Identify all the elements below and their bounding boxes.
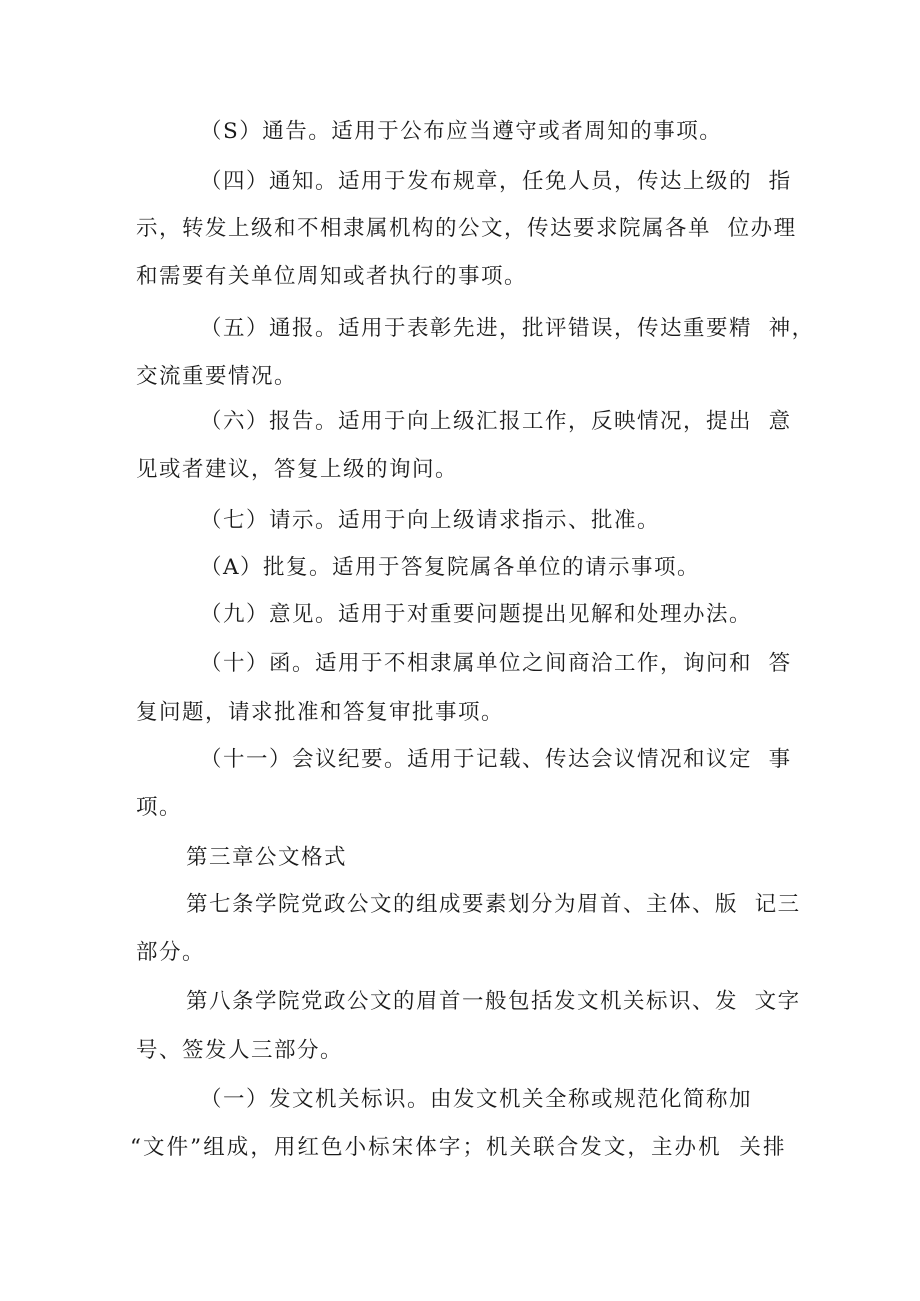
line-10: （A）批复。适用于答复院属各单位的请示事项。: [200, 555, 701, 580]
line-12: （十）函。适用于不相隶属单位之间商洽工作，询问和 答: [200, 651, 792, 676]
chapter-heading: 第三章公文格式: [186, 845, 348, 870]
line-8: 见或者建议，答复上级的询问。: [136, 457, 459, 482]
line-1: （S）通告。适用于公布应当遵守或者周知的事项。: [200, 119, 723, 144]
line-17: 第七条学院党政公文的组成要素划分为眉首、主体、版 记三: [186, 892, 801, 917]
line-22: “文件”组成，用红色小标宋体字；机关联合发文，主办机 关排: [130, 1135, 786, 1160]
line-6: 交流重要情况。: [136, 364, 298, 389]
line-18: 部分。: [136, 940, 206, 965]
line-14: （十一）会议纪要。适用于记载、传达会议情况和议定 事: [200, 747, 792, 772]
line-3: 示，转发上级和不相隶属机构的公文，传达要求院属各单 位办理: [136, 216, 797, 241]
line-21: （一）发文机关标识。由发文机关全称或规范化简称加: [200, 1087, 753, 1112]
line-7: （六）报告。适用于向上级汇报工作，反映情况，提出 意: [200, 409, 792, 434]
line-19: 第八条学院党政公文的眉首一般包括发文机关标识、发 文字: [186, 989, 801, 1014]
line-20: 号、签发人三部分。: [136, 1038, 344, 1063]
line-15: 项。: [136, 795, 183, 820]
line-4: 和需要有关单位周知或者执行的事项。: [136, 264, 528, 289]
line-11: （九）意见。适用于对重要问题提出见解和处理办法。: [200, 602, 753, 627]
line-9: （七）请示。适用于向上级请求指示、批准。: [200, 508, 661, 533]
line-13: 复问题，请求批准和答复审批事项。: [136, 700, 505, 725]
line-2: （四）通知。适用于发布规章，任免人员，传达上级的 指: [200, 169, 792, 194]
line-5: （五）通报。适用于表彰先进，批评错误，传达重要精 神，: [200, 316, 815, 341]
